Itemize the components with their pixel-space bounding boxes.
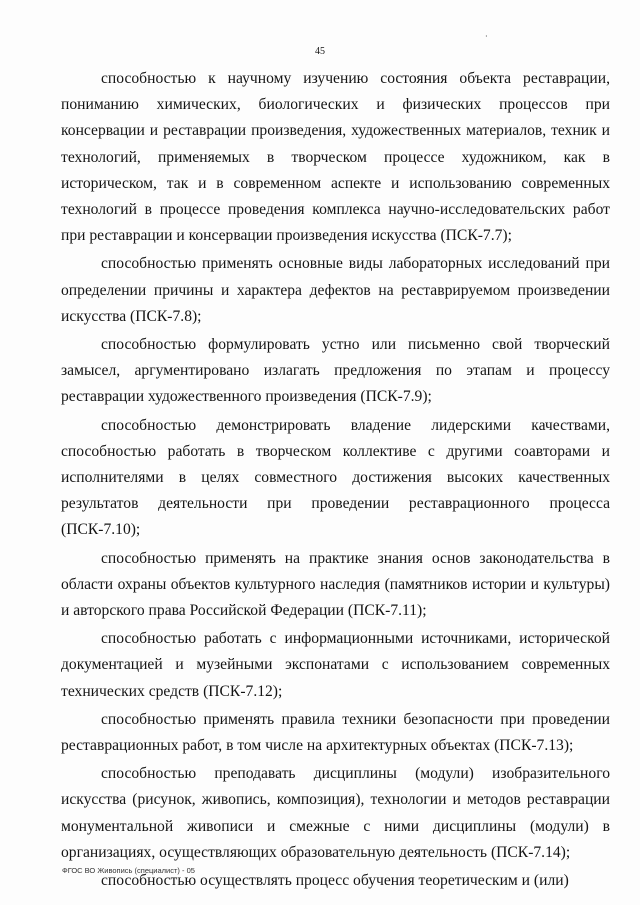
page-number: 45 bbox=[315, 46, 325, 57]
paragraph-continued: способностью осуществлять процесс обучения теоретическим и (или) bbox=[101, 872, 569, 890]
document-body bbox=[61, 66, 610, 894]
paragraph-psk-7-9: способностью формулировать устно или письменно свой творческий замысел, аргументировано излагать предложения по этапам и процессу реставрации художественного произведения (ПСК-7.9); bbox=[61, 336, 610, 406]
scan-mark: · bbox=[485, 32, 488, 41]
paragraph-psk-7-13: способностью применять правила техники безопасности при проведении реставрационных работ, в том числе на архитектурных объектах (ПСК-7.13); bbox=[61, 710, 610, 755]
paragraph-psk-7-12: способностью работать с информационными источниками, исторической документацией и музейными экспонатами с использованием современных технических средств (ПСК-7.12); bbox=[61, 630, 610, 700]
paragraph-psk-7-14: способностью преподавать дисциплины (модули) изобразительного искусства (рисунок, живопись, композиция), технологии и методов реставрации монументальной живописи и смежные с ними дисциплины (модули) в организациях, осуществляющих образовательную деятельность (ПСК-7.14); bbox=[61, 765, 610, 861]
paragraph-psk-7-11: способностью применять на практике знания основ законодательства в области охраны объектов культурного наследия (памятников истории и культуры) и авторского права Российской Федерации (ПСК-7.11); bbox=[61, 549, 610, 620]
page-footer: ФГОС ВО Живопись (специалист) - 05 bbox=[62, 866, 195, 875]
paragraph-psk-7-7: способностью к научному изучению состояния объекта реставрации, пониманию химических, биологических и физических процессов при консервации и реставрации произведения, художественных материалов, техник и технологий, применяемых в творческом процессе художником, как в историческом, так и в современном аспекте и использованию современных технологий в процессе проведения комплекса научно-исследовательских работ при реставрации и консервации произведения искусства (ПСК-7.7); bbox=[61, 70, 610, 245]
paragraph-psk-7-10: способностью демонстрировать владение лидерскими качествами, способностью работать в творческом коллективе с другими соавторами и исполнителями в целях совместного достижения высоких качественных результатов деятельности при проведении реставрационного процесса (ПСК-7.10); bbox=[61, 416, 610, 539]
paragraph-psk-7-8: способностью применять основные виды лабораторных исследований при определении причины и характера дефектов на реставрируемом произведении искусства (ПСК-7.8); bbox=[61, 255, 610, 325]
